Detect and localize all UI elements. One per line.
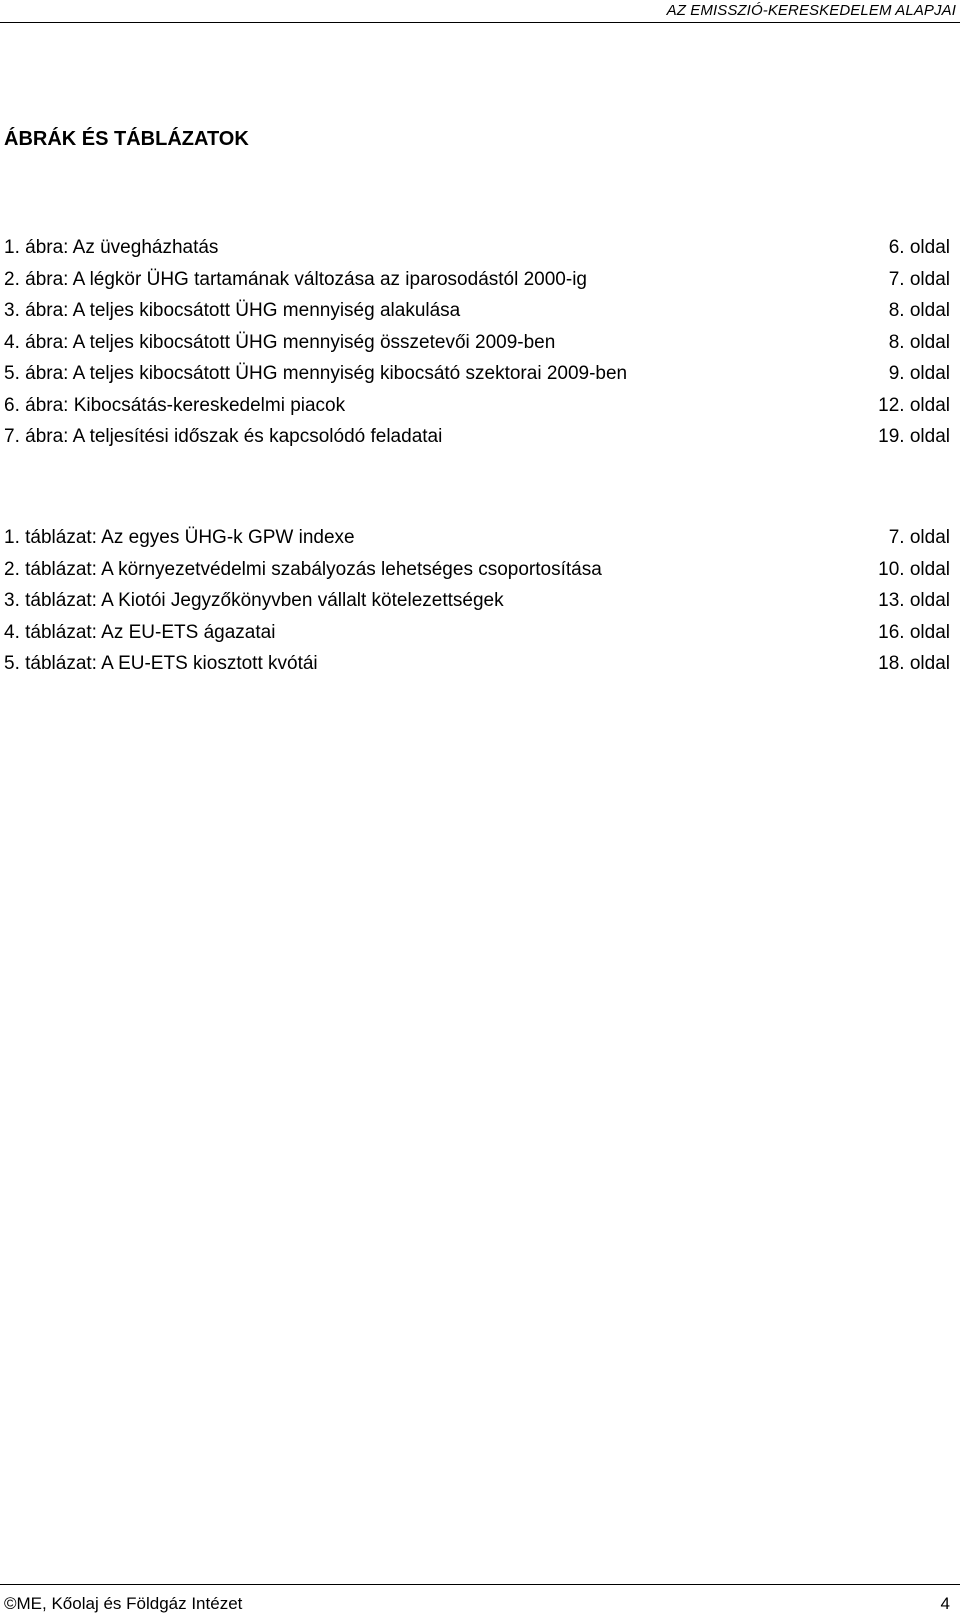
figure-page: 9. oldal	[888, 363, 950, 384]
table-list	[4, 522, 950, 680]
table-label: 5. táblázat: A EU-ETS kiosztott kvótái	[4, 653, 318, 674]
table-page: 16. oldal	[878, 621, 950, 643]
figure-page: 19. oldal	[878, 426, 950, 447]
figure-page: 8. oldal	[888, 300, 950, 321]
figure-label: 2. ábra: A légkör ÜHG tartamának változása az iparosodástól 2000-ig	[4, 268, 587, 290]
figure-page: 7. oldal	[888, 268, 950, 290]
figure-entry[interactable]	[4, 295, 950, 327]
figure-label: 1. ábra: Az üvegházhatás	[4, 237, 219, 258]
figure-entry[interactable]	[4, 264, 950, 296]
table-page: 7. oldal	[888, 527, 950, 548]
figure-entry[interactable]	[4, 232, 950, 264]
figure-entry[interactable]	[4, 421, 950, 453]
table-entry[interactable]	[4, 522, 950, 554]
figure-label: 3. ábra: A teljes kibocsátott ÜHG mennyiség alakulása	[4, 300, 461, 321]
table-label: 1. táblázat: Az egyes ÜHG-k GPW indexe	[4, 527, 355, 548]
page-header	[0, 0, 960, 23]
figure-label: 7. ábra: A teljesítési időszak és kapcsolódó feladatai	[4, 426, 443, 447]
figure-label: 5. ábra: A teljes kibocsátott ÜHG mennyiség kibocsátó szektorai 2009-ben	[4, 363, 628, 384]
figure-page: 6. oldal	[888, 237, 950, 258]
figure-entry[interactable]	[4, 358, 950, 390]
section-title: ÁBRÁK ÉS TÁBLÁZATOK	[4, 128, 249, 150]
table-label: 4. táblázat: Az EU-ETS ágazatai	[4, 621, 276, 643]
table-entry[interactable]	[4, 617, 950, 649]
figure-label: 4. ábra: A teljes kibocsátott ÜHG mennyiség összetevői 2009-ben	[4, 331, 556, 353]
table-entry[interactable]	[4, 648, 950, 680]
header-title: AZ EMISSZIÓ-KERESKEDELEM ALAPJAI	[666, 2, 956, 19]
page-footer	[0, 1584, 960, 1618]
table-entry[interactable]	[4, 585, 950, 617]
figure-list	[4, 232, 950, 453]
table-page: 13. oldal	[878, 590, 950, 611]
figure-page: 12. oldal	[878, 394, 950, 416]
figure-page: 8. oldal	[888, 331, 950, 353]
table-label: 3. táblázat: A Kiotói Jegyzőkönyvben vállalt kötelezettségek	[4, 590, 504, 611]
table-entry[interactable]	[4, 554, 950, 586]
figure-label: 6. ábra: Kibocsátás-kereskedelmi piacok	[4, 394, 346, 416]
table-page: 18. oldal	[878, 653, 950, 674]
table-label: 2. táblázat: A környezetvédelmi szabályozás lehetséges csoportosítása	[4, 558, 602, 580]
table-page: 10. oldal	[878, 558, 950, 580]
footer-page-number: 4	[940, 1594, 950, 1613]
footer-copyright: ©ME, Kőolaj és Földgáz Intézet	[4, 1594, 243, 1613]
figure-entry[interactable]	[4, 390, 950, 422]
figure-entry[interactable]	[4, 327, 950, 359]
